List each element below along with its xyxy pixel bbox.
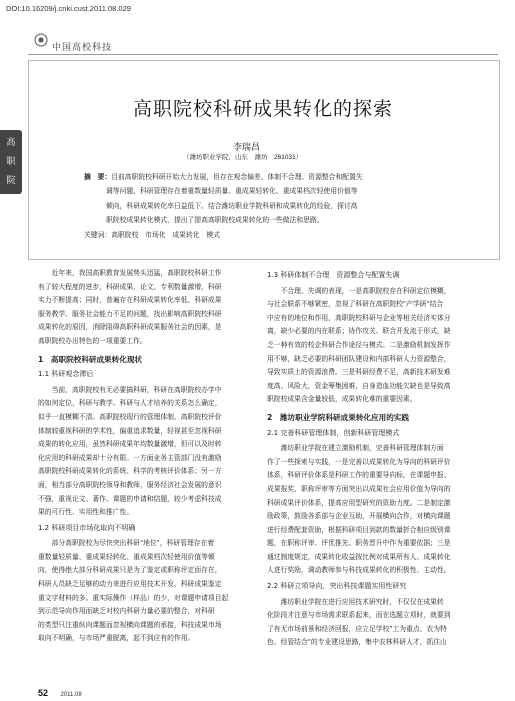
abstract-line: 职院校成果转化模式，提出了提高高职院校成果转化的一些做法和思路。 <box>106 215 324 224</box>
paragraph-line: 的类型只注重纵向课题而忽视横向课题的承接，科技成果市场 <box>38 620 222 629</box>
paragraph-line: 潍坊职业学院在建立激励机制，完善科研管理体制方面 <box>267 444 444 453</box>
paragraph-line: 人进行奖励，调动教师参与科技成果转化的积极性、主动性。 <box>267 566 451 575</box>
paragraph-line: 部分高职院校为尽快突出科研"地位"，科研管理存在着 <box>38 539 215 548</box>
paragraph-line: 有了较大程度的进步，科研成果、论文、专利数量激增，科研 <box>38 282 222 291</box>
side-tab-char: 校 <box>6 194 16 204</box>
paragraph-line: 乏一种有效的校企科研合作途径与模式。二是激励机制发挥作 <box>267 340 451 349</box>
doi-text: DOI:10.16209/j.cnki.cust.2011.08.029 <box>6 4 131 13</box>
body-column-right <box>267 267 487 650</box>
abstract-line: 目前高职院校科研开始大力发展，但存在观念偏差、体制不合理、资源整合和配置失 <box>111 173 363 181</box>
abstract-label: 摘 要： <box>84 173 112 181</box>
article-title: 高职院校科研成果转化的探索 <box>132 98 393 120</box>
paragraph-line: 似乎一直模糊不清。高职院校现行的管理体制、高职院校评价 <box>38 412 222 421</box>
paragraph-line: 成果转化的原因，消除阻碍高职科研成果服务社会的因素，是 <box>38 323 222 332</box>
page-number: 52 <box>38 688 49 698</box>
paragraph-line: 与社会联系不够紧密，忽视了科研在高职院校"产学研"结合 <box>267 300 444 309</box>
paragraph-line: 色、经管结合"的专业建设思路，集中农林科研人才，抓住山 <box>267 638 447 647</box>
paragraph-line: 服务教学、服务社会能力不足的问题，找出影响高职院校科研 <box>38 309 222 318</box>
body-column-left <box>38 267 258 646</box>
paragraph-line: 成果报奖、职称评审等方面突出以成果社会应用价值为导向的 <box>267 484 451 493</box>
paragraph-line: 不合理、失调的表现，一是高职院校存在科研定位模糊， <box>267 286 451 295</box>
paragraph <box>267 442 487 578</box>
paragraph-line: 离，缺少必要的内在联系；协作攻关、联合开发流于形式，缺 <box>267 327 451 336</box>
side-tab-char: 高 <box>6 137 16 147</box>
paragraph-line: 取向不明确，与市场严重脱离，起不到应有的作用。 <box>38 634 195 643</box>
paragraph-line: 用不够，缺乏必要的科研团队建设和内部科研人力资源整合， <box>267 354 451 363</box>
paragraph-line: 潍坊职业学院在进行应用技术研究时，不仅仅在成果转 <box>267 597 444 606</box>
section-side-tab <box>0 130 22 204</box>
paragraph-line: 成果的转化应用，虽然科研成果年均数量激增，但可以及时转 <box>38 440 222 449</box>
page-footer <box>38 683 82 701</box>
paragraph-line: 题，在职称评审、评优推先、职务晋升中作为重要依据；三是 <box>267 539 451 548</box>
abstract-line: 调等问题，科研管理存在着重数量轻质量、重成果轻转化、重成果档次轻使用价值等 <box>106 187 358 196</box>
paragraph-line: 近年来，我国高职教育发展势头迅猛，高职院校科研工作 <box>38 269 222 277</box>
keywords-text: 高职院校 市场化 成果转化 模式 <box>111 231 220 239</box>
author-name: 李瑞昌 <box>233 142 261 152</box>
section-heading: 2 潍坊职业学院科研成果转化应用的实践 <box>267 412 409 422</box>
subsection-heading: 1.3 科研体制不合理 资源整合与配置失调 <box>267 271 400 279</box>
paragraph-line: 作了一些探索与实践，一是完善以成果转化为导向的科研评价 <box>267 457 451 466</box>
paragraph-line: 重文字材料的多。重实际操作（样品）的少，对课题申请项目起 <box>38 593 229 602</box>
paragraph <box>38 267 258 349</box>
subsection-heading: 2.2 科研立项导向，突出科技课题实用性研究 <box>267 582 407 591</box>
paragraph <box>38 384 258 520</box>
paragraph-line: 的如何定位，科研与教学、科研与人才培养的关系怎么确定， <box>38 399 222 408</box>
paragraph-line: 果的可行性、实用性和推广性。 <box>38 508 134 517</box>
paragraph-line: 职院校成果含金量较低，成果转化难的重要因素。 <box>267 395 417 404</box>
paragraph-line: 化应用的科研成果却十分有限。一方面业务主管部门没有激励 <box>38 453 222 462</box>
paragraph-line: 高职院校科研成果转化的系统、科学的考核评价体系；另一方 <box>38 467 222 476</box>
side-tab-char: 院 <box>6 175 16 185</box>
author-affiliation: （潍坊职业学院，山东 潍坊 261031） <box>183 154 303 161</box>
keywords-label: 关键词： <box>84 231 112 239</box>
paragraph-line: 导致实质上的资源浪费。三是科研经费不足，高新技术研发难 <box>267 368 451 377</box>
subsection-heading: 1.1 科研观念滞后 <box>38 370 94 379</box>
subsection-heading: 1.2 科研项目市场化取向不明确 <box>38 523 136 532</box>
section-heading: 1 高职院校科研成果转化现状 <box>38 354 143 364</box>
paragraph-line: 高职院校办出特色的一项重要工作。 <box>38 336 147 345</box>
paragraph <box>267 285 487 407</box>
paragraph-line: 到示范导向作用而缺乏对校内科研力量必要的整合，对科研 <box>38 607 215 616</box>
paragraph-line: 重数量轻质量、重成果轻转化、重成果档次轻使用价值等倾 <box>38 552 215 561</box>
paragraph-line: 度高、风险大，资金筹集困难，自身造血功能欠缺也是导致高 <box>267 381 451 390</box>
paragraph-line: 通过制度规定，成果转化收益按比例对成果所有人、成果转化 <box>267 552 451 561</box>
side-tab-char: 职 <box>6 156 16 166</box>
subsection-heading: 2.1 完善科研管理体制，创新科研管理模式 <box>267 428 400 437</box>
paragraph-line: 化阶段才注意与市场需求联系起来，而在选题立项时，就要到 <box>267 611 451 620</box>
paragraph-line: 励政策，鼓励各系部与企业互助，开展横向合作，对横向课题 <box>267 512 451 521</box>
paragraph-line: 实力不断提高；同时，普遍存在科研成果转化率低、科研成果 <box>38 296 222 305</box>
keywords <box>84 229 220 239</box>
paragraph-line: 体制较重视科研的学术性，偏重追求数量，轻视甚至忽视科研 <box>38 426 222 435</box>
paragraph-line: 进行经费配套资助，根据科研项目到款的数量折合相应级别课 <box>267 525 451 534</box>
abstract <box>84 170 464 227</box>
paragraph-line: 当前，高职院校有无必要搞科研，科研在高职院校办学中 <box>38 385 222 394</box>
journal-name: 中国高校科技 <box>52 42 113 52</box>
paragraph-line: 中应有的地位和作用，高职院校科研与企业等相关经济实体分 <box>267 313 451 322</box>
issue-date: 2011.08 <box>60 692 82 698</box>
paragraph <box>267 596 487 650</box>
paragraph-line: 科研人员缺乏足够的动力来进行应用技术开发，科研成果鉴定 <box>38 580 222 589</box>
paragraph-line: 体系，科研评价体系是科研工作的重要导向标，在课题申报、 <box>267 471 451 480</box>
paragraph <box>38 537 258 646</box>
paragraph-line: 科研成果评价体系，提高应用型研究的资助力度。二是制定激 <box>267 498 451 507</box>
journal-logo-icon <box>34 33 48 47</box>
paragraph-line: 向，使得绝大部分科研成果只是为了鉴定或职称评定而存在， <box>38 566 222 575</box>
paragraph-line: 了有无市场前景和经济回报，应立足学校"工为重点、农为特 <box>267 624 447 633</box>
paragraph-line: 不强，重视论文、著作、课题的申请和结题，较少考虑科技成 <box>38 494 222 503</box>
abstract-line: 倾向，科研成果转化率日益低下。结合潍坊职业学院科研和成果转化的经验，探讨高 <box>106 201 358 210</box>
paragraph-line: 面，相当部分高职院校领导和教师，服务经济社会发展的意识 <box>38 480 222 489</box>
header-rule <box>28 54 498 55</box>
